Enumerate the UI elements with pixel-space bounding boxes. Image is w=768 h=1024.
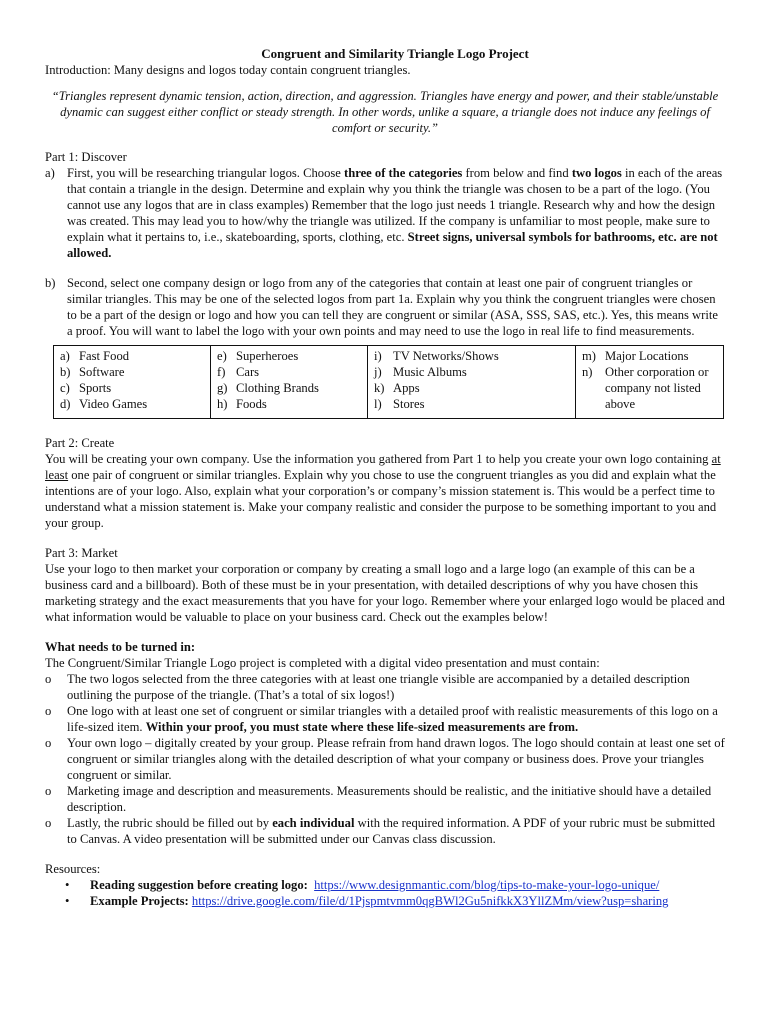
part3-heading: Part 3: Market (45, 546, 118, 560)
item-label: a) (45, 166, 55, 180)
bold-run: What needs to be turned in: (45, 640, 196, 654)
text-run: in each of the areas that contain a triangle in the design. Determine and explain why you think the triangle was chosen to be a part of the logo. (You cannot use any logos that are in class examples) Remember that the logo just needs 1 triangle. Research why and how the design was created. This may lead you to how/why the triangle was utilized. If the company is unfamiliar to most people, make sure to explain what it pertains to, i.e., skateboarding, sports, clothing, etc. (67, 166, 723, 244)
category-item (582, 348, 719, 364)
category-name: Software (79, 365, 125, 379)
triangle-quote: “Triangles represent dynamic tension, action, direction, and aggression. Triangles have energy and power, and their stable/unstable dynamic can suggest either conflict or steady strength. In other words, unlike a square, a triangle does not induce any feelings of comfort or security.” (51, 89, 719, 135)
item-text (90, 893, 725, 909)
part1-heading: Part 1: Discover (45, 150, 127, 164)
category-letter: j) (374, 365, 382, 379)
category-name: Stores (393, 397, 425, 411)
part3-text: Use your logo to then market your corporation or company by creating a small logo and a large logo (an example of this can be a business card and a billboard). Both of these must be in your presentation, with detailed descriptions of why you have chosen this marketing strategy and the exact measurements that you have for your logo. Remember where your enlarged logo would be placed and what information would be valuable to place on your business card. Check out the examples below! (45, 562, 725, 624)
part2-text (45, 451, 725, 531)
category-name: Other corporation or company not listed above (605, 365, 709, 411)
category-item (374, 364, 571, 380)
category-item (60, 380, 206, 396)
category-letter: b) (60, 365, 71, 379)
item-text: The two logos selected from the three categories with at least one triangle visible are accompanied by a detailed description outlining the purpose of the triangle. (That’s a total of six logos!) (67, 672, 690, 702)
part1-item-b (45, 275, 725, 339)
underlined-run: at least (45, 452, 721, 482)
part2-heading: Part 2: Create (45, 436, 115, 450)
category-item (217, 364, 363, 380)
turnin-item (45, 735, 725, 783)
category-name: Foods (236, 397, 267, 411)
bullet-marker: • (65, 878, 70, 892)
item-text: Your own logo – digitally created by your group. Please refrain from hand drawn logos. The logo should contain at least one set of congruent or similar triangles along with the detailed description of what your company or business does. Prove your triangles congruent or similar. (67, 736, 725, 782)
category-name: Sports (79, 381, 112, 395)
turnin-item (45, 815, 725, 847)
category-letter: k) (374, 381, 385, 395)
item-text (67, 815, 725, 847)
category-letter: c) (60, 381, 70, 395)
categories-column-3 (368, 346, 576, 419)
category-item (217, 380, 363, 396)
category-letter: l) (374, 397, 382, 411)
item-text: Second, select one company design or logo from any of the categories that contain at least one pair of congruent triangles or similar triangles. This may be one of the selected logos from part 1a. Explain why you think the congruent triangles were chosen to be a part of the design or logo and how you can tell they are congruent or similar (ASA, SSS, SAS, etc.). Yes, this means write a proof. You will want to label the logo with your own points and may need to use the logo in real life to find measurements. (67, 276, 718, 338)
categories-table (53, 345, 724, 419)
document-title: Congruent and Similarity Triangle Logo Project (261, 46, 529, 61)
intro-text: Introduction: Many designs and logos today contain congruent triangles. (45, 63, 411, 77)
item-label: b) (45, 276, 56, 290)
resource-item (65, 877, 725, 893)
example-projects-link[interactable]: https://drive.google.com/file/d/1Pjspmtvmm0qgBWl2Gu5nifkkX3YllZMm/view?usp=sharing (191, 894, 669, 908)
category-name: TV Networks/Shows (393, 349, 499, 363)
category-letter: h) (217, 397, 228, 411)
bullet-marker: o (45, 672, 52, 686)
bullet-marker: • (65, 894, 70, 908)
bullet-marker: o (45, 784, 52, 798)
resource-label: Reading suggestion before creating logo: (90, 878, 308, 892)
bullet-marker: o (45, 736, 52, 750)
text-run: First, you will be researching triangular logos. Choose (67, 166, 345, 180)
bold-run: two logos (571, 166, 622, 180)
category-name: Music Albums (393, 365, 467, 379)
category-name: Video Games (79, 397, 148, 411)
category-item (60, 396, 206, 412)
item-text (90, 877, 725, 893)
categories-column-2 (211, 346, 368, 419)
item-text: Marketing image and description and measurements. Measurements should be realistic, and the initiative should have a detailed description. (67, 784, 712, 814)
categories-column-4 (576, 346, 724, 419)
bullet-marker: o (45, 816, 52, 830)
text-run: with the required information. A PDF of your rubric must be submitted to Canvas. A video presentation will be submitted under our Canvas class discussion. (67, 816, 716, 846)
resource-label: Example Projects: (90, 894, 189, 908)
text-run: One logo with at least one set of congruent or similar triangles with a detailed proof with realistic measurements of this logo on a life-sized item. (67, 704, 718, 734)
text-run: one pair of congruent or similar triangles. Explain why you chose to use the congruent triangles as you did and explain what the intentions are of your logo. Also, explain what your corporation’s or company’s mission statement is. This would be a perfect time to understand what a mission statement is. Make your company realistic and consider the purpose to be something important to you and your group. (45, 468, 717, 530)
category-letter: e) (217, 349, 227, 363)
part1-item-a (45, 165, 725, 261)
category-name: Superheroes (236, 349, 299, 363)
bullet-marker: o (45, 704, 52, 718)
category-letter: g) (217, 381, 228, 395)
turnin-item (45, 783, 725, 815)
text-run: Lastly, the rubric should be filled out by (67, 816, 273, 830)
text-run: from below and find (462, 166, 572, 180)
category-item (217, 396, 363, 412)
category-item (60, 364, 206, 380)
category-item (582, 364, 719, 412)
text-run: You will be creating your own company. Use the information you gathered from Part 1 to help you create your own logo containing (45, 452, 712, 466)
category-item (374, 348, 571, 364)
document-page (45, 46, 725, 909)
turnin-item (45, 703, 725, 735)
category-name: Cars (236, 365, 260, 379)
turnin-item (45, 671, 725, 703)
category-letter: n) (582, 365, 593, 379)
item-text (67, 165, 725, 261)
category-letter: i) (374, 349, 382, 363)
categories-column-1 (54, 346, 211, 419)
item-text (67, 703, 725, 735)
category-item (374, 380, 571, 396)
bold-run: three of the categories (344, 166, 463, 180)
bold-run: Within your proof, you must state where these life-sized measurements are from. (145, 720, 579, 734)
resources-heading: Resources: (45, 862, 101, 876)
category-item (374, 396, 571, 412)
bold-run: Street signs, universal symbols for bathrooms, etc. are not allowed. (67, 230, 718, 260)
category-name: Major Locations (605, 349, 689, 363)
category-name: Apps (393, 381, 420, 395)
designmantic-link[interactable]: https://www.designmantic.com/blog/tips-to-make-your-logo-unique/ (314, 878, 660, 892)
category-letter: m) (582, 349, 596, 363)
category-name: Clothing Brands (236, 381, 319, 395)
resource-item (65, 893, 725, 909)
category-letter: f) (217, 365, 226, 379)
category-item (60, 348, 206, 364)
bold-run: each individual (272, 816, 355, 830)
turnin-heading (45, 639, 725, 655)
category-letter: d) (60, 397, 71, 411)
turnin-intro: The Congruent/Similar Triangle Logo project is completed with a digital video presentation and must contain: (45, 656, 600, 670)
category-item (217, 348, 363, 364)
category-letter: a) (60, 349, 70, 363)
category-name: Fast Food (79, 349, 130, 363)
